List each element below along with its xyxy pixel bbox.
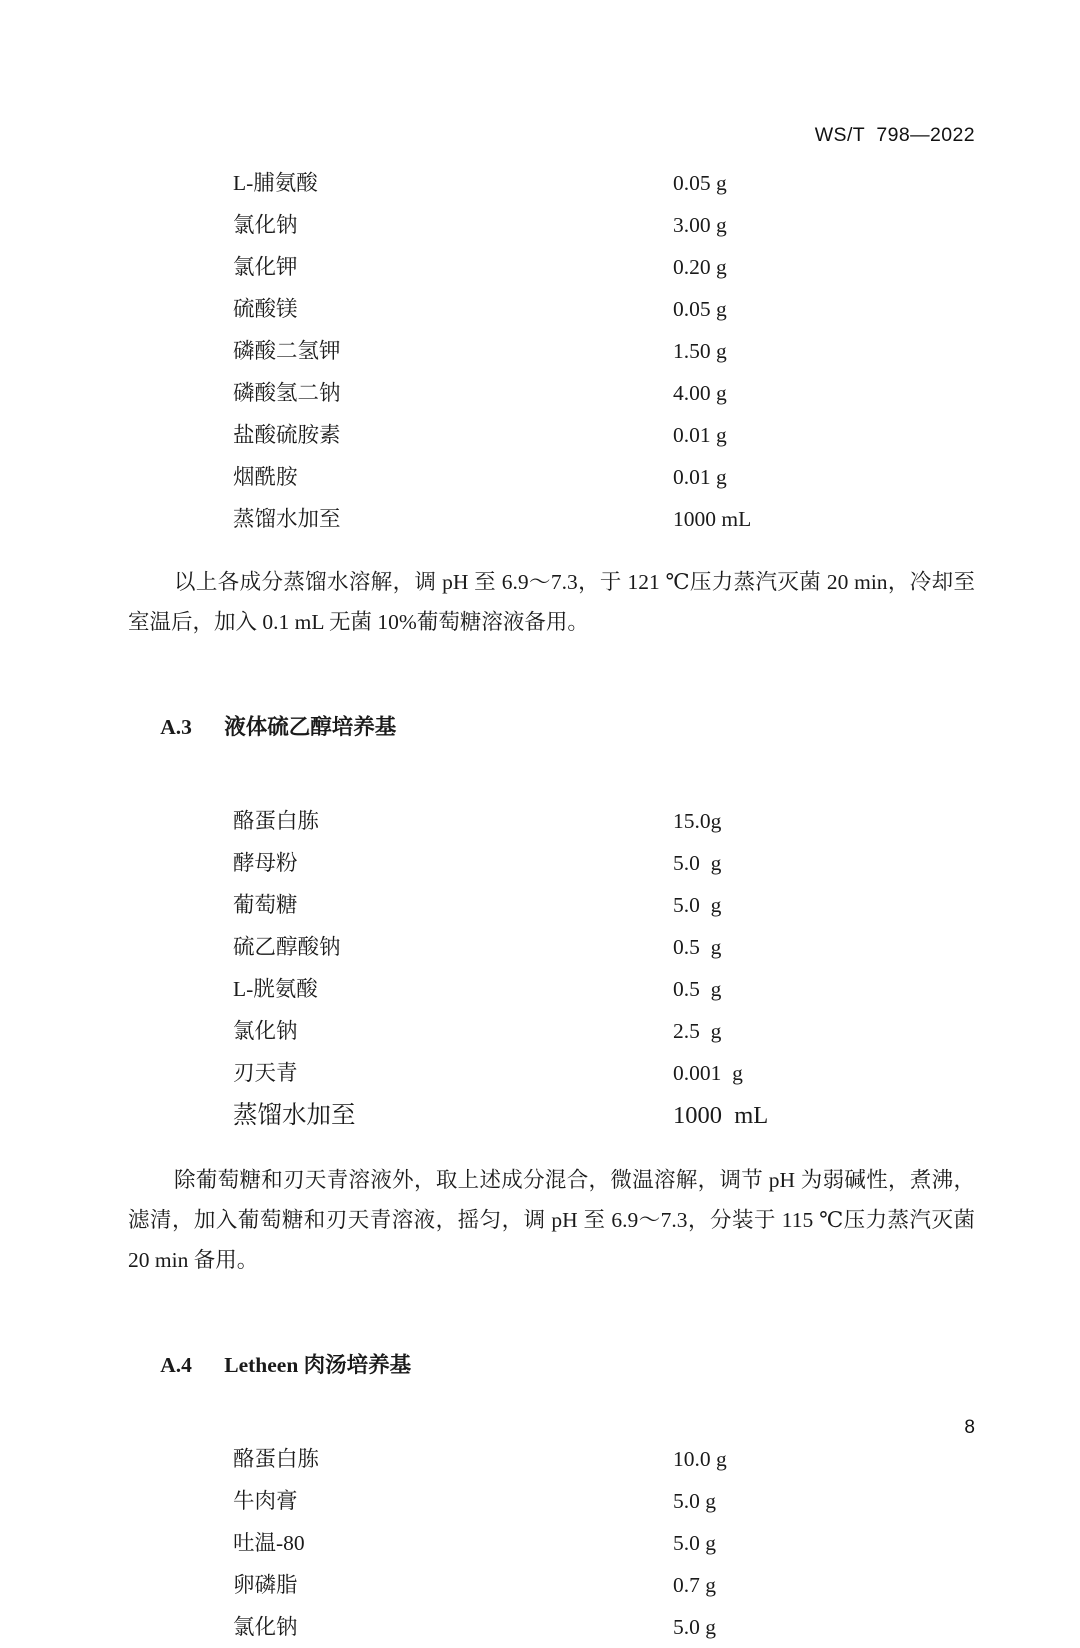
table-row bbox=[128, 1052, 975, 1094]
ingredient-value: 5.0 g bbox=[673, 1531, 716, 1555]
table-row bbox=[128, 1010, 975, 1052]
ingredient-value: 1000 mL bbox=[673, 507, 752, 531]
table-row bbox=[128, 162, 975, 204]
ingredient-value: 3.00 g bbox=[673, 213, 727, 237]
ingredient-value: 5.0 g bbox=[673, 893, 722, 917]
table-row bbox=[128, 926, 975, 968]
table-row bbox=[128, 204, 975, 246]
ingredient-name: 葡萄糖 bbox=[233, 893, 298, 917]
spacer bbox=[128, 786, 975, 800]
ingredient-value: 15.0g bbox=[673, 809, 722, 833]
ingredient-value: 2.5 g bbox=[673, 1019, 722, 1043]
table-row bbox=[128, 288, 975, 330]
paragraph-a2-preparation: 以上各成分蒸馏水溶解，调 pH 至 6.9～7.3，于 121 ℃压力蒸汽灭菌 20 min，冷却至室温后，加入 0.1 mL 无菌 10%葡萄糖溶液备用。 bbox=[128, 570, 975, 634]
clause-title: Letheen 肉汤培养基 bbox=[224, 1353, 412, 1377]
ingredient-value: 5.0 g bbox=[673, 1489, 716, 1513]
ingredient-name: 烟酰胺 bbox=[233, 465, 298, 489]
ingredient-name: 氯化钠 bbox=[233, 1019, 298, 1043]
ingredient-name: 磷酸氢二钠 bbox=[233, 381, 341, 405]
table-row bbox=[128, 800, 975, 842]
table-row bbox=[128, 372, 975, 414]
spacer bbox=[128, 1138, 975, 1160]
table-row bbox=[128, 1094, 975, 1138]
ingredient-name: 硫酸镁 bbox=[233, 297, 298, 321]
table-row bbox=[128, 968, 975, 1010]
spacer bbox=[128, 1424, 975, 1438]
table-row bbox=[128, 330, 975, 372]
ingredient-value: 0.01 g bbox=[673, 465, 727, 489]
running-header-standard-code: WS/T 798—2022 bbox=[814, 124, 975, 146]
ingredient-value: 0.01 g bbox=[673, 423, 727, 447]
table-row bbox=[128, 246, 975, 288]
table-row bbox=[128, 842, 975, 884]
ingredient-value: 0.7 g bbox=[673, 1573, 716, 1597]
table-row bbox=[128, 1480, 975, 1522]
ingredient-name: 氯化钠 bbox=[233, 1615, 298, 1639]
table-row bbox=[128, 1606, 975, 1648]
ingredient-value: 0.05 g bbox=[673, 171, 727, 195]
ingredient-name: 氯化钾 bbox=[233, 255, 298, 279]
ingredient-value: 0.05 g bbox=[673, 297, 727, 321]
ingredient-name: L-胱氨酸 bbox=[233, 977, 318, 1001]
ingredient-value: 0.5 g bbox=[673, 977, 722, 1001]
ingredient-name: 硫乙醇酸钠 bbox=[233, 935, 341, 959]
table-row bbox=[128, 456, 975, 498]
spacer bbox=[128, 540, 975, 562]
paragraph-a3-preparation: 除葡萄糖和刃天青溶液外，取上述成分混合，微温溶解，调节 pH 为弱碱性，煮沸，滤清，加入葡萄糖和刃天青溶液，摇匀，调 pH 至 6.9～7.3，分装于 115 ℃压力蒸汽灭菌 20 min 备用。 bbox=[128, 1168, 975, 1272]
ingredient-value: 5.0 g bbox=[673, 851, 722, 875]
ingredient-name: 酪蛋白胨 bbox=[233, 809, 320, 833]
ingredient-value: 0.5 g bbox=[673, 935, 722, 959]
clause-heading-a4 bbox=[128, 1314, 975, 1416]
ingredient-name: 盐酸硫胺素 bbox=[233, 423, 341, 447]
ingredient-value: 1000 mL bbox=[673, 1102, 769, 1129]
clause-number: A.4 bbox=[160, 1353, 192, 1377]
ingredient-table-a4 bbox=[128, 1438, 975, 1648]
page-number: 8 bbox=[964, 1417, 975, 1438]
ingredient-name: 磷酸二氢钾 bbox=[233, 339, 341, 363]
table-row bbox=[128, 1438, 975, 1480]
clause-number: A.3 bbox=[160, 715, 192, 739]
ingredient-name: L-脯氨酸 bbox=[233, 171, 318, 195]
ingredient-name: 酵母粉 bbox=[233, 851, 298, 875]
table-row bbox=[128, 1522, 975, 1564]
table-row bbox=[128, 884, 975, 926]
ingredient-name: 蒸馏水加至 bbox=[233, 507, 341, 531]
table-row bbox=[128, 414, 975, 456]
ingredient-table-a2-continued bbox=[128, 162, 975, 540]
ingredient-value: 1.50 g bbox=[673, 339, 727, 363]
table-row bbox=[128, 1564, 975, 1606]
page-content bbox=[128, 162, 975, 1648]
ingredient-name: 刃天青 bbox=[233, 1061, 298, 1085]
ingredient-value: 5.0 g bbox=[673, 1615, 716, 1639]
clause-heading-a3 bbox=[128, 676, 975, 778]
ingredient-table-a3 bbox=[128, 800, 975, 1138]
table-row bbox=[128, 498, 975, 540]
ingredient-name: 蒸馏水加至 bbox=[233, 1102, 356, 1129]
ingredient-value: 4.00 g bbox=[673, 381, 727, 405]
ingredient-name: 氯化钠 bbox=[233, 213, 298, 237]
ingredient-value: 10.0 g bbox=[673, 1447, 727, 1471]
ingredient-value: 0.20 g bbox=[673, 255, 727, 279]
ingredient-name: 吐温-80 bbox=[233, 1531, 305, 1555]
ingredient-name: 酪蛋白胨 bbox=[233, 1447, 320, 1471]
ingredient-value: 0.001 g bbox=[673, 1061, 743, 1085]
ingredient-name: 卵磷脂 bbox=[233, 1573, 298, 1597]
clause-title: 液体硫乙醇培养基 bbox=[224, 715, 397, 739]
ingredient-name: 牛肉膏 bbox=[233, 1489, 298, 1513]
